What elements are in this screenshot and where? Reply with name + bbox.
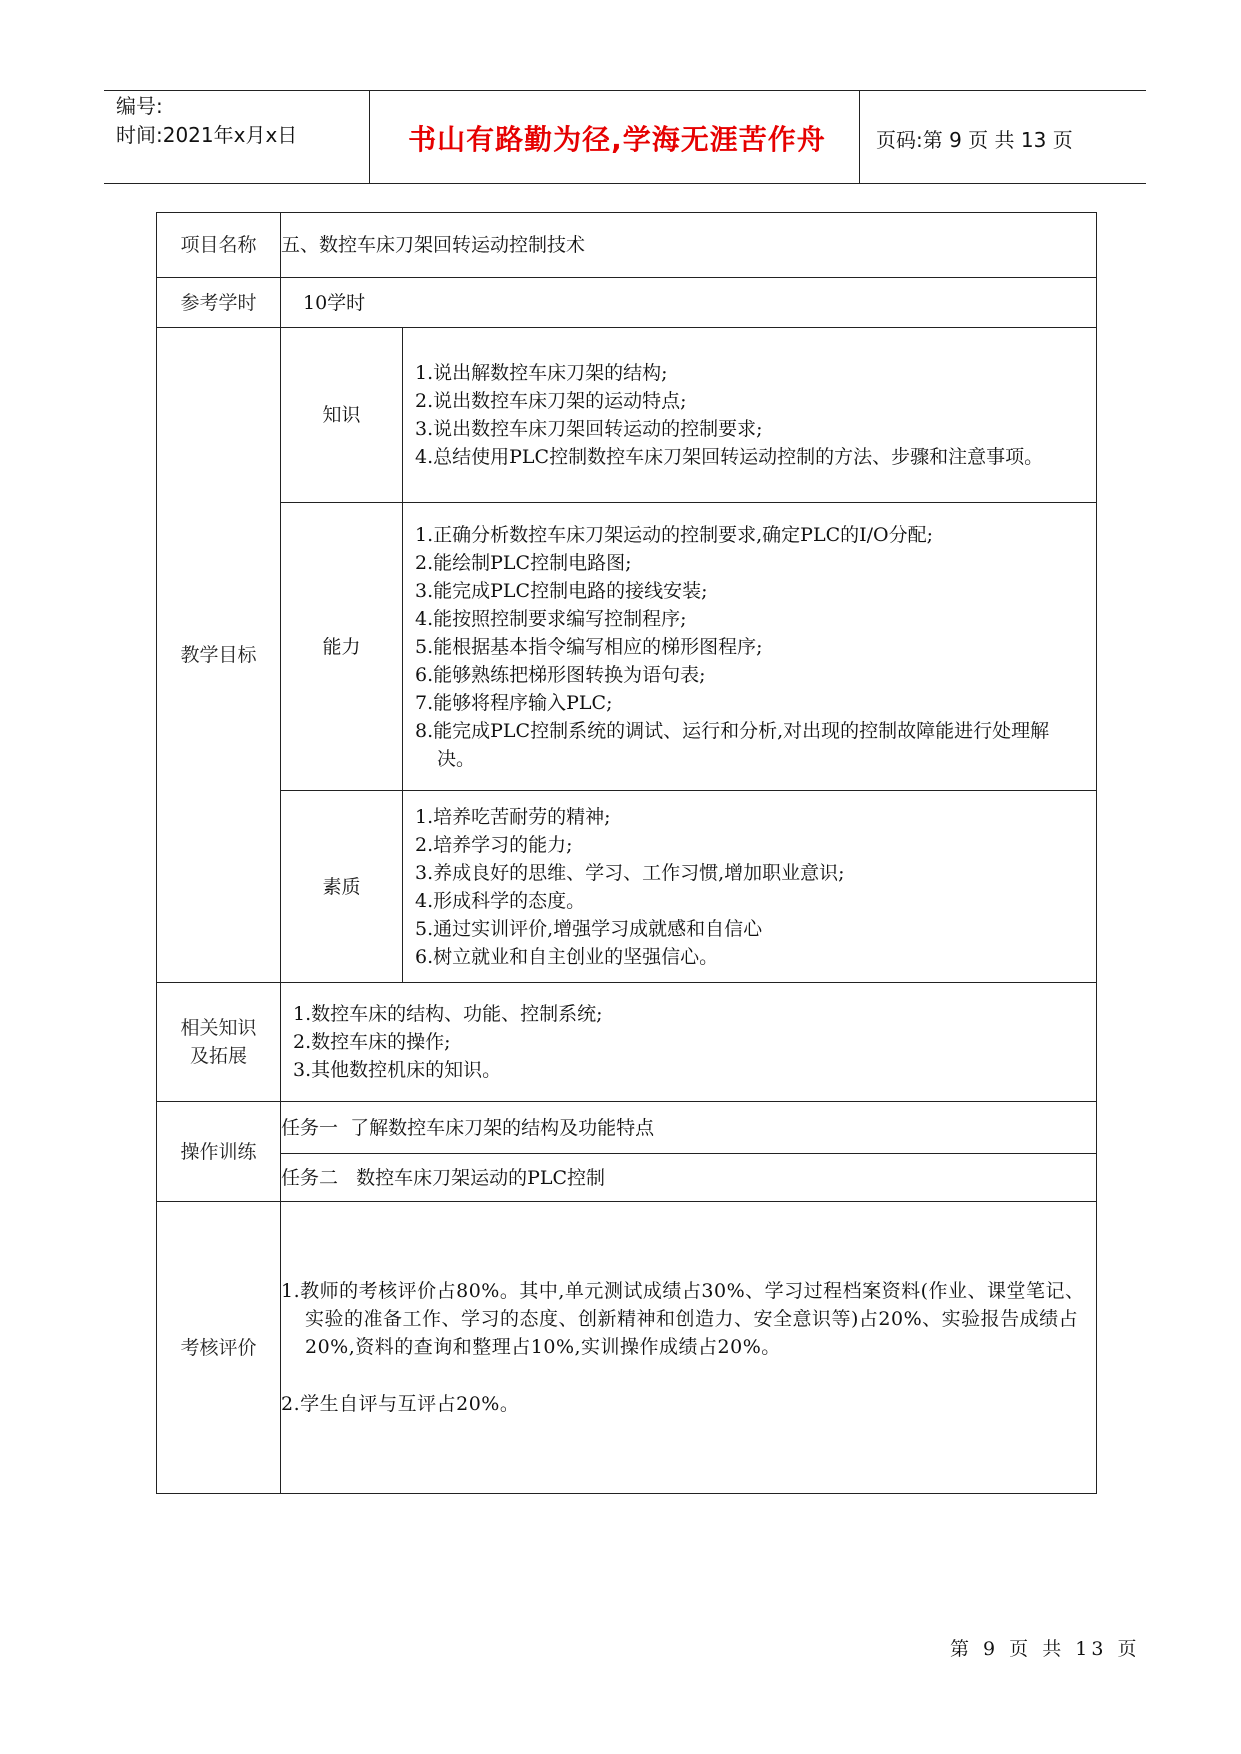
knowledge-cell — [403, 328, 1097, 503]
doc-number-label: 编号: — [116, 94, 163, 118]
assessment-cell — [281, 1202, 1097, 1494]
list-item: 1.数控车床的结构、功能、控制系统; — [293, 1003, 603, 1025]
quality-list — [403, 797, 1096, 977]
quality-label: 素质 — [281, 791, 403, 983]
assessment-paragraph: 2.学生自评与互评占20%。 — [281, 1393, 520, 1415]
list-item: 6.树立就业和自主创业的坚强信心。 — [415, 945, 719, 968]
related-cell — [281, 983, 1097, 1102]
row-training-1 — [157, 1102, 1097, 1154]
page-footer: 第 9 页 共 13 页 — [950, 1638, 1141, 1660]
list-item: 4.能按照控制要求编写控制程序; — [415, 607, 687, 630]
list-item: 2.说出数控车床刀架的运动特点; — [415, 390, 687, 412]
list-item: 5.能根据基本指令编写相应的梯形图程序; — [415, 635, 763, 658]
row-knowledge — [157, 328, 1097, 503]
list-item: 2.能绘制PLC控制电路图; — [415, 551, 632, 574]
list-item: 4.形成科学的态度。 — [415, 889, 586, 912]
ability-label: 能力 — [281, 503, 403, 791]
training-label: 操作训练 — [157, 1102, 281, 1202]
list-item: 2.培养学习的能力; — [415, 833, 573, 856]
list-item: 1.培养吃苦耐劳的精神; — [415, 805, 611, 828]
row-ability — [157, 503, 1097, 791]
project-name-label: 项目名称 — [157, 213, 281, 278]
ability-cell — [403, 503, 1097, 791]
assessment-label: 考核评价 — [157, 1202, 281, 1494]
project-name-value: 五、数控车床刀架回转运动控制技术 — [281, 213, 1097, 278]
list-item: 7.能够将程序输入PLC; — [415, 691, 613, 714]
row-quality — [157, 791, 1097, 983]
list-item: 8.能完成PLC控制系统的调试、运行和分析,对出现的控制故障能进行处理解决。 — [415, 719, 1050, 770]
list-item: 3.能完成PLC控制电路的接线安装; — [415, 579, 708, 602]
quality-cell — [403, 791, 1097, 983]
list-item: 5.通过实训评价,增强学习成就感和自信心 — [415, 917, 763, 940]
assessment-paragraph: 1.教师的考核评价占80%。其中,单元测试成绩占30%、学习过程档案资料(作业、课堂笔记、实验的准备工作、学习的态度、创新精神和创造力、安全意识等)占20%、实验报告成绩占20%,资料的查询和整理占10%,实训操作成绩占20%。 — [281, 1280, 1085, 1358]
header-page-info: 页码:第 9 页 共 13 页 — [876, 128, 1073, 152]
related-list — [281, 994, 1096, 1090]
course-table — [156, 212, 1097, 1494]
list-item: 1.说出解数控车床刀架的结构; — [415, 362, 668, 384]
training-task-2: 任务二 数控车床刀架运动的PLC控制 — [281, 1154, 1097, 1202]
header-meta — [116, 92, 297, 150]
list-item: 6.能够熟练把梯形图转换为语句表; — [415, 663, 706, 686]
list-item: 4.总结使用PLC控制数控车床刀架回转运动控制的方法、步骤和注意事项。 — [415, 446, 1044, 468]
objectives-label: 教学目标 — [157, 328, 281, 983]
ref-hours-label: 参考学时 — [157, 278, 281, 328]
related-label: 相关知识及拓展 — [157, 983, 281, 1102]
header-top-rule — [104, 90, 1146, 91]
row-ref-hours — [157, 278, 1097, 328]
row-related — [157, 983, 1097, 1102]
knowledge-label: 知识 — [281, 328, 403, 503]
list-item: 3.养成良好的思维、学习、工作习惯,增加职业意识; — [415, 861, 845, 884]
doc-time-label: 时间:2021年x月x日 — [116, 123, 298, 147]
header-slogan: 书山有路勤为径,学海无涯苦作舟 — [408, 123, 826, 156]
list-item: 3.说出数控车床刀架回转运动的控制要求; — [415, 418, 763, 440]
row-project-name — [157, 213, 1097, 278]
ref-hours-value: 10学时 — [281, 278, 1097, 328]
knowledge-list — [403, 353, 1096, 477]
ability-list — [403, 515, 1096, 779]
list-item: 2.数控车床的操作; — [293, 1031, 451, 1053]
row-training-2 — [157, 1154, 1097, 1202]
list-item: 3.其他数控机床的知识。 — [293, 1059, 502, 1081]
row-assessment — [157, 1202, 1097, 1494]
header-divider-left — [369, 90, 370, 183]
header-bottom-rule — [104, 183, 1146, 184]
training-task-1: 任务一 了解数控车床刀架的结构及功能特点 — [281, 1102, 1097, 1154]
list-item: 1.正确分析数控车床刀架运动的控制要求,确定PLC的I/O分配; — [415, 523, 933, 546]
